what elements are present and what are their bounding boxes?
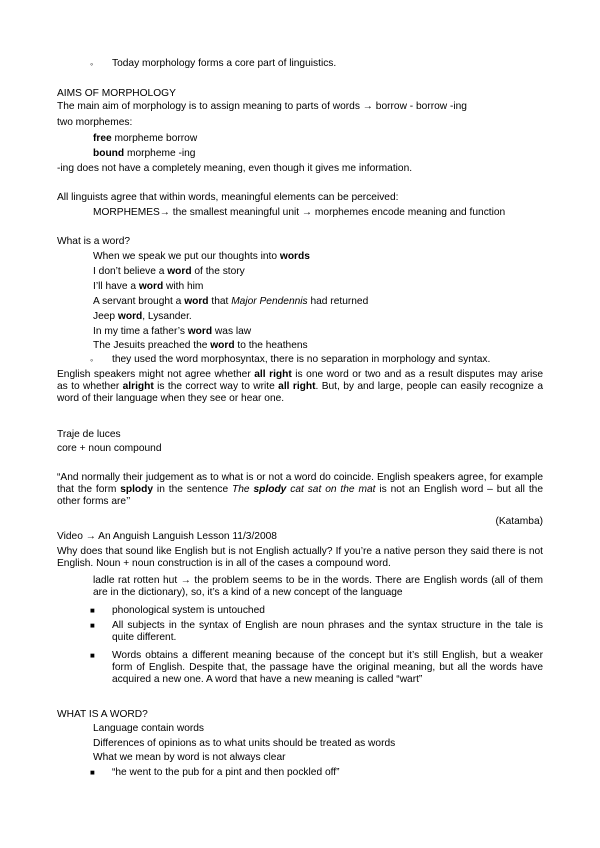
linguists-line-2: MORPHEMES→ the smallest meaningful unit → morphemes encode meaning and function xyxy=(93,207,506,218)
free-bold: free xyxy=(93,133,112,144)
linguists-line-1: All linguists agree that within words, meaningful elements can be perceived: xyxy=(57,192,399,203)
traje-line-1: Traje de luces xyxy=(57,429,121,440)
example-2: I don’t believe a word of the story xyxy=(93,266,245,277)
video-bullet-1: phonological system is untouched xyxy=(112,605,265,616)
example-4: A servant brought a word that Major Pendennis had returned xyxy=(93,296,369,307)
wiaw-line-2: Differences of opinions as to what units should be treated as words xyxy=(93,738,396,749)
what-is-word-heading: What is a word? xyxy=(57,236,131,247)
all-right-paragraph: English speakers might not agree whether all right is one word or two and as a result disputes may arise as to whether alright is the correct way to write all right. But, by and large, people can easily recognize a word of their language when they see or hear one. xyxy=(57,369,543,404)
wiaw-line-1: Language contain words xyxy=(93,723,205,734)
quote-source: (Katamba) xyxy=(495,516,543,527)
aims-line-5: -ing does not have a completely meaning, even though it gives me information. xyxy=(57,163,413,174)
what-is-a-word-heading: WHAT IS A WORD? xyxy=(57,709,148,720)
hollow-bullet-icon: ◦ xyxy=(90,59,94,69)
square-bullet-icon: ■ xyxy=(90,651,95,660)
square-bullet-icon: ■ xyxy=(90,768,95,777)
katamba-quote: “And normally their judgement as to what is or not a word do coincide. English speakers agree, for example that the form splody in the sentence The splody cat sat on the mat is not an English word – but all the other forms are’’ xyxy=(57,472,543,507)
morphosyntax-bullet: they used the word morphosyntax, there is no separation in morphology and syntax. xyxy=(112,354,491,365)
square-bullet-icon: ■ xyxy=(90,621,95,630)
example-1: When we speak we put our thoughts into words xyxy=(93,251,310,262)
intro-bullet-text: Today morphology forms a core part of linguistics. xyxy=(112,58,337,69)
pockled-off-bullet: “he went to the pub for a pint and then pockled off” xyxy=(112,767,340,778)
bound-bold: bound xyxy=(93,148,125,159)
aims-line-2: two morphemes: xyxy=(57,117,133,128)
example-6: In my time a father’s word was law xyxy=(93,326,252,337)
bound-morpheme-line xyxy=(93,148,543,160)
aims-heading: AIMS OF MORPHOLOGY xyxy=(57,88,176,99)
video-paragraph: Why does that sound like English but is not English actually? If you’re a native person they said there is not English. Noun + noun construction is in all of the cases a compound word. xyxy=(57,546,543,569)
bound-rest: morpheme -ing xyxy=(124,148,196,159)
video-bullet-2: All subjects in the syntax of English are noun phrases and the syntax structure in the tale is quite different. xyxy=(112,620,543,643)
traje-line-2: core + noun compound xyxy=(57,443,162,454)
example-5: Jeep word, Lysander. xyxy=(93,311,192,322)
example-7: The Jesuits preached the word to the heathens xyxy=(93,340,308,351)
video-heading: Video → An Anguish Languish Lesson 11/3/2008 xyxy=(57,531,277,542)
free-rest: morpheme borrow xyxy=(111,133,198,144)
video-bullet-3: Words obtains a different meaning because of the concept but it’s still English, but a weaker form of English. Despite that, the passage have the original meaning, but all the words have acquired a new one. A word that have a new meaning is called “wart” xyxy=(112,650,543,685)
free-morpheme-line xyxy=(93,133,543,145)
ladle-rat-paragraph: ladle rat rotten hut → the problem seems to be in the words. There are English words (all of them are in the dictionary), so, it’s a kind of a new concept of the language xyxy=(93,575,543,598)
hollow-bullet-icon: ◦ xyxy=(90,355,94,365)
example-3: I’ll have a word with him xyxy=(93,281,204,292)
aims-line-1: The main aim of morphology is to assign meaning to parts of words → borrow - borrow -ing xyxy=(57,101,467,112)
square-bullet-icon: ■ xyxy=(90,606,95,615)
wiaw-line-3: What we mean by word is not always clear xyxy=(93,752,286,763)
